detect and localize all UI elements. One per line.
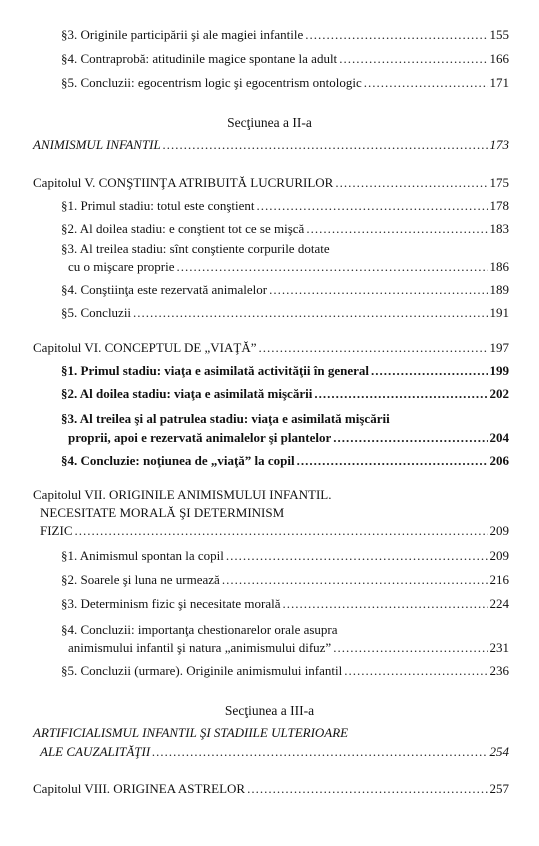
leader-dots (152, 744, 487, 760)
chapter-title-line1: Capitolul VII. ORIGINILE ANIMISMULUI INFANTIL. (33, 487, 332, 502)
section-title-line1: ARTIFICIALISMUL INFANTIL ŞI STADIILE ULTERIOARE (33, 725, 349, 740)
toc-entry (68, 430, 509, 446)
toc-entry-label: §1. Animismul spontan la copil (61, 548, 224, 563)
toc-entry (68, 640, 509, 656)
toc-entry-label-line1: §3. Al treilea şi al patrulea stadiu: viaţa e asimilată mişcării (61, 411, 390, 426)
toc-entry-page: 171 (489, 75, 509, 90)
section-title-page: 173 (489, 137, 509, 152)
toc-entry (61, 663, 509, 679)
toc-entry-label: §2. Soarele şi luna ne urmează (61, 572, 220, 587)
leader-dots (226, 548, 488, 564)
toc-entry (61, 75, 509, 91)
toc-entry-label: §4. Contraprobă: atitudinile magice spontane la adult (61, 51, 338, 66)
toc-entry (61, 548, 509, 564)
toc-entry (61, 453, 509, 469)
toc-entry-page: 189 (489, 282, 509, 297)
toc-entry-label: §2. Al doilea stadiu: e conştient tot ce se mişcă (61, 221, 305, 236)
toc-entry-page: 236 (489, 663, 509, 678)
section-title-line2: ALE CAUZALITĂŢII (40, 744, 151, 759)
toc-entry-label-line1: §4. Concluzii: importanţa chestionarelor orale asupra (61, 622, 338, 637)
toc-entry-page: 216 (489, 572, 509, 587)
leader-dots (333, 640, 487, 656)
chapter-title (33, 340, 509, 356)
toc-entry-page: 191 (489, 305, 509, 320)
toc-entry-page: 183 (489, 221, 509, 236)
section-title-page: 254 (489, 744, 509, 759)
toc-entry-page: 206 (489, 453, 509, 468)
section-heading: Secţiunea a II-a (227, 115, 312, 130)
toc-entry-label: §5. Concluzii: egocentrism logic şi egocentrism ontologic (61, 75, 362, 90)
toc-entry (61, 27, 509, 43)
leader-dots (364, 75, 488, 91)
chapter-title-label: Capitolul VIII. ORIGINEA ASTRELOR (33, 781, 246, 796)
chapter-title (33, 781, 509, 797)
toc-entry-label: §4. Concluzie: noţiunea de „viaţă” la copil (61, 453, 295, 468)
chapter-title-label: Capitolul VI. CONCEPTUL DE „VIAŢĂ” (33, 340, 257, 355)
section-title (40, 744, 509, 760)
toc-entry-label: §3. Determinism fizic şi necesitate morală (61, 596, 281, 611)
toc-entry (61, 305, 509, 321)
chapter-title-page: 175 (489, 175, 509, 190)
leader-dots (257, 198, 488, 214)
toc-entry (61, 51, 509, 67)
leader-dots (371, 363, 488, 379)
toc-entry (61, 572, 509, 588)
toc-entry-page: 186 (489, 259, 509, 274)
toc-entry-page: 204 (489, 430, 509, 445)
toc-entry-page: 199 (489, 363, 509, 378)
leader-dots (344, 663, 487, 679)
chapter-title (33, 175, 509, 191)
leader-dots (133, 305, 487, 321)
chapter-title-page: 197 (489, 340, 509, 355)
leader-dots (247, 781, 487, 797)
toc-entry-label-line2: animismului infantil şi natura „animismului difuz” (68, 640, 332, 655)
toc-entry-page: 231 (489, 640, 509, 655)
leader-dots (305, 27, 487, 43)
toc-entry (68, 259, 509, 275)
toc-entry-label-line1: §3. Al treilea stadiu: sînt conştiente corpurile dotate (61, 241, 330, 256)
leader-dots (269, 282, 487, 298)
chapter-title-line2: NECESITATE MORALĂ ŞI DETERMINISM (40, 505, 285, 520)
leader-dots (259, 340, 488, 356)
toc-entry (61, 282, 509, 298)
toc-entry-page: 178 (489, 198, 509, 213)
chapter-title-label: Capitolul V. CONŞTIINŢA ATRIBUITĂ LUCRURILOR (33, 175, 334, 190)
leader-dots (333, 430, 487, 446)
leader-dots (176, 259, 487, 275)
leader-dots (163, 137, 488, 153)
leader-dots (314, 386, 487, 402)
leader-dots (306, 221, 487, 237)
toc-entry-label: §1. Primul stadiu: viaţa e asimilată activităţii în general (61, 363, 369, 378)
toc-entry (61, 386, 509, 402)
toc-entry-label: §2. Al doilea stadiu: viaţa e asimilată mişcării (61, 386, 313, 401)
leader-dots (75, 523, 488, 539)
chapter-title-page: 257 (489, 781, 509, 796)
toc-entry-label-line2: cu o mişcare proprie (68, 259, 175, 274)
toc-entry-page: 209 (489, 548, 509, 563)
section-title-label: ANIMISMUL INFANTIL (33, 137, 161, 152)
leader-dots (282, 596, 487, 612)
toc-entry-page: 155 (489, 27, 509, 42)
toc-entry-label-line2: proprii, apoi e rezervată animalelor şi plantelor (68, 430, 332, 445)
toc-entry (61, 596, 509, 612)
leader-dots (335, 175, 487, 191)
leader-dots (339, 51, 487, 67)
toc-entry-label: §5. Concluzii (urmare). Originile animismului infantil (61, 663, 343, 678)
chapter-title (40, 523, 509, 539)
toc-entry-page: 224 (489, 596, 509, 611)
toc-entry-label: §1. Primul stadiu: totul este conştient (61, 198, 255, 213)
chapter-title-page: 209 (489, 523, 509, 538)
leader-dots (222, 572, 488, 588)
section-title (33, 137, 509, 153)
toc-entry-page: 166 (489, 51, 509, 66)
toc-entry (61, 198, 509, 214)
toc-entry-label: §4. Conştiinţa este rezervată animalelor (61, 282, 268, 297)
toc-entry-label: §5. Concluzii (61, 305, 132, 320)
toc-entry (61, 221, 509, 237)
section-heading: Secţiunea a III-a (224, 703, 315, 718)
toc-entry-label: §3. Originile participării şi ale magiei infantile (61, 27, 304, 42)
toc-entry (61, 363, 509, 379)
toc-entry-page: 202 (489, 386, 509, 401)
leader-dots (297, 453, 488, 469)
chapter-title-line3: FIZIC (40, 523, 73, 538)
